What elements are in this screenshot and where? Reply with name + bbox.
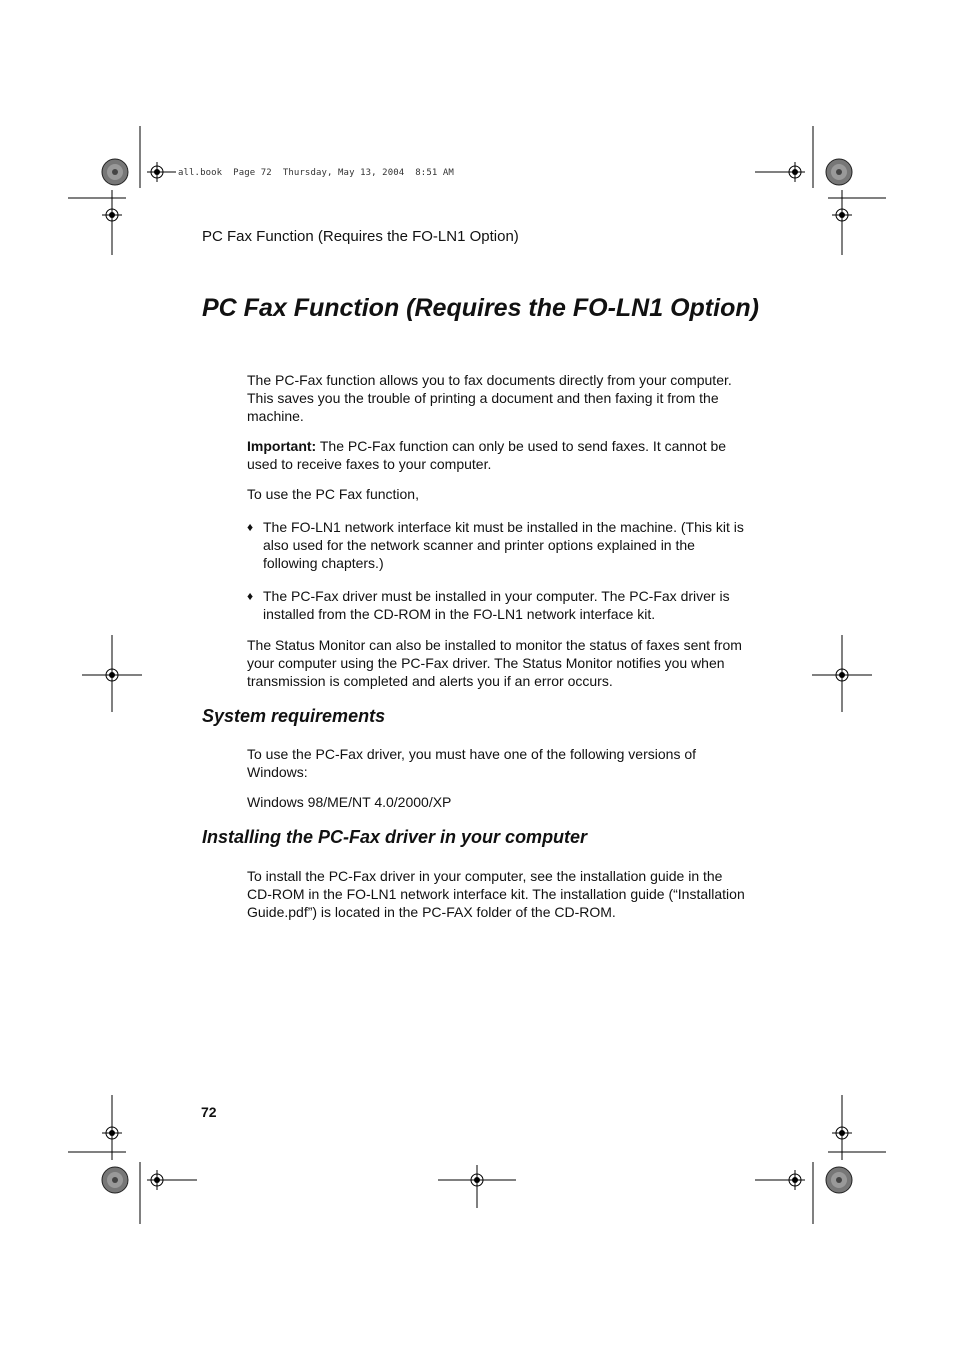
- section-heading-installing: Installing the PC-Fax driver in your computer: [202, 827, 588, 847]
- list-item: [247, 587, 747, 623]
- important-label: Important:: [247, 438, 317, 454]
- middle-left-registration-mark: [102, 665, 122, 685]
- bottom-left-dial-mark: [102, 1167, 128, 1193]
- diamond-bullet-icon: ♦: [247, 589, 254, 603]
- bottom-right-side-registration-mark: [832, 1123, 852, 1143]
- top-right-registration-mark: [785, 162, 805, 182]
- section-heading-system-requirements: System requirements: [202, 706, 386, 726]
- page-title: PC Fax Function (Requires the FO-LN1 Option): [202, 294, 759, 322]
- top-right-dial-mark: [826, 159, 852, 185]
- status-monitor-paragraph: The Status Monitor can also be installed to monitor the status of faxes sent from your computer using the PC-Fax driver. The Status Monitor notifies you when transmission is completed and alerts you if an error occurs.: [247, 637, 742, 689]
- important-note: [247, 437, 747, 473]
- installing-paragraph: To install the PC-Fax driver in your computer, see the installation guide in the CD-ROM in the FO-LN1 network interface kit. The installation guide (“Installation Guide.pdf”) is located in the PC-FAX folder of the CD-ROM.: [247, 868, 745, 920]
- bottom-center-registration-mark: [467, 1170, 487, 1190]
- diamond-bullet-icon: ♦: [247, 520, 254, 534]
- running-header: PC Fax Function (Requires the FO-LN1 Option): [202, 228, 519, 245]
- bottom-left-registration-mark: [147, 1170, 167, 1190]
- list-item-text: The FO-LN1 network interface kit must be installed in the machine. (This kit is also used for the network scanner and printer options explained in the following chapters.): [263, 519, 744, 571]
- intro-paragraph: The PC-Fax function allows you to fax documents directly from your computer. This saves you the trouble of printing a document and then faxing it from the machine.: [247, 372, 732, 424]
- to-use-paragraph: To use the PC Fax function,: [247, 486, 419, 502]
- middle-right-registration-mark: [832, 665, 852, 685]
- important-text: The PC-Fax function can only be used to send faxes. It cannot be used to receive faxes to your computer.: [247, 438, 727, 472]
- bottom-right-dial-mark: [826, 1167, 852, 1193]
- top-right-side-registration-mark: [832, 205, 852, 225]
- list-item: [247, 518, 747, 572]
- list-item-text: The PC-Fax driver must be installed in your computer. The PC-Fax driver is installed from the CD-ROM in the FO-LN1 network interface kit.: [263, 588, 730, 622]
- top-left-registration-mark: [147, 162, 167, 182]
- top-left-dial-mark: [102, 159, 128, 185]
- top-left-side-registration-mark: [102, 205, 122, 225]
- bottom-left-side-registration-mark: [102, 1123, 122, 1143]
- print-slug: all.book Page 72 Thursday, May 13, 2004 8:51 AM: [178, 168, 454, 178]
- page-number: 72: [201, 1104, 217, 1120]
- bottom-right-registration-mark: [785, 1170, 805, 1190]
- system-requirements-paragraph: To use the PC-Fax driver, you must have one of the following versions of Windows:: [247, 746, 697, 780]
- windows-versions: Windows 98/ME/NT 4.0/2000/XP: [247, 794, 452, 810]
